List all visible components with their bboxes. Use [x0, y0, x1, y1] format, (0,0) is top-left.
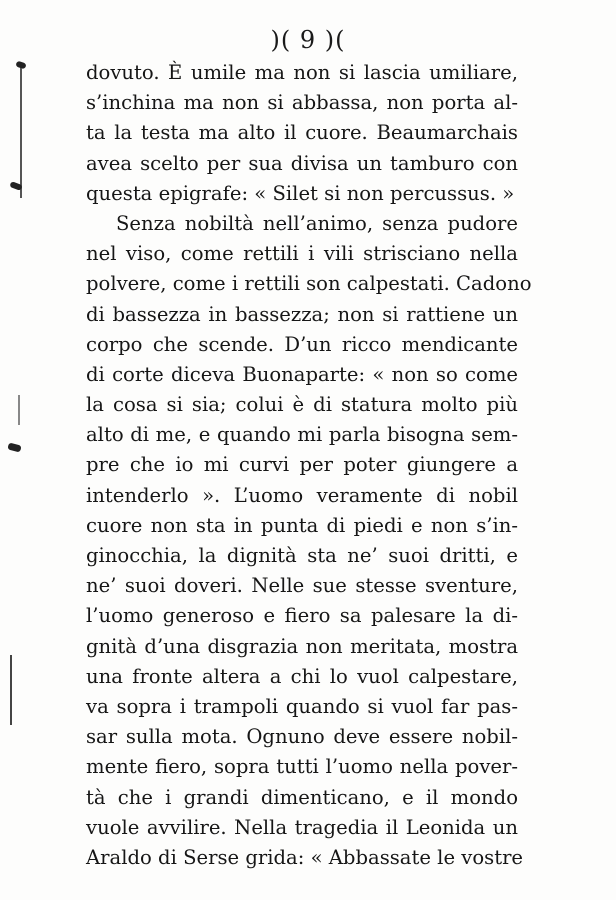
text-line: Araldo di Serse grida: « Abbassate le vostre: [86, 845, 524, 869]
text-line: la cosa si sia; colui è di statura molto più: [86, 393, 518, 417]
text-line: di corte diceva Buonaparte: « non so come: [86, 362, 518, 386]
text-line: tà che i grandi dimenticano, e il mondo: [86, 785, 518, 809]
text-line: polvere, come i rettili son calpestati. Cadono: [86, 272, 532, 296]
text-line: di bassezza in bassezza; non si rattiene un: [86, 302, 518, 326]
text-line: pre che io mi curvi per poter giungere a: [86, 453, 518, 477]
text-line: una fronte altera a chi lo vuol calpestare,: [86, 664, 518, 688]
text-line: l’uomo generoso e fiero sa palesare la di-: [86, 604, 518, 628]
body-text: [86, 58, 532, 873]
text-line: ginocchia, la dignità sta ne’ suoi dritti, e: [86, 544, 518, 567]
text-line: va sopra i trampoli quando si vuol far pas-: [86, 694, 518, 718]
text-line: nel viso, come rettili i vili strisciano nella: [86, 242, 518, 266]
text-line: vuole avvilire. Nella tragedia il Leonida un: [86, 815, 518, 839]
text-line: mente fiero, sopra tutti l’uomo nella pover-: [86, 755, 518, 779]
margin-ink-mark: [7, 442, 21, 452]
text-line: cuore non sta in punta di piedi e non s’in-: [86, 513, 518, 537]
text-line: ne’ suoi doveri. Nelle sue stesse sventure,: [86, 574, 518, 598]
text-line: dovuto. È umile ma non si lascia umiliare,: [86, 61, 518, 84]
page-number: )( 9 )(: [270, 26, 346, 54]
margin-binding-rule: [10, 655, 12, 725]
text-line: questa epigrafe: « Silet si non percussus. »: [86, 181, 515, 205]
margin-binding-rule: [18, 395, 20, 425]
text-line: alto di me, e quando mi parla bisogna sem-: [86, 423, 518, 447]
text-line: sar sulla mota. Ognuno deve essere nobil-: [86, 725, 518, 749]
margin-binding-rule: [20, 68, 22, 198]
text-line: ta la testa ma alto il cuore. Beaumarchais: [86, 121, 518, 145]
text-line: gnità d’una disgrazia non meritata, mostra: [86, 634, 518, 658]
text-line: corpo che scende. D’un ricco mendicante: [86, 332, 518, 356]
text-line: intenderlo ». L’uomo veramente di nobil: [86, 483, 518, 507]
text-line: avea scelto per sua divisa un tamburo con: [86, 151, 518, 175]
paragraph-start-line: Senza nobiltà nell’animo, senza pudore: [116, 211, 518, 235]
text-line: s’inchina ma non si abbassa, non porta al-: [86, 91, 518, 115]
